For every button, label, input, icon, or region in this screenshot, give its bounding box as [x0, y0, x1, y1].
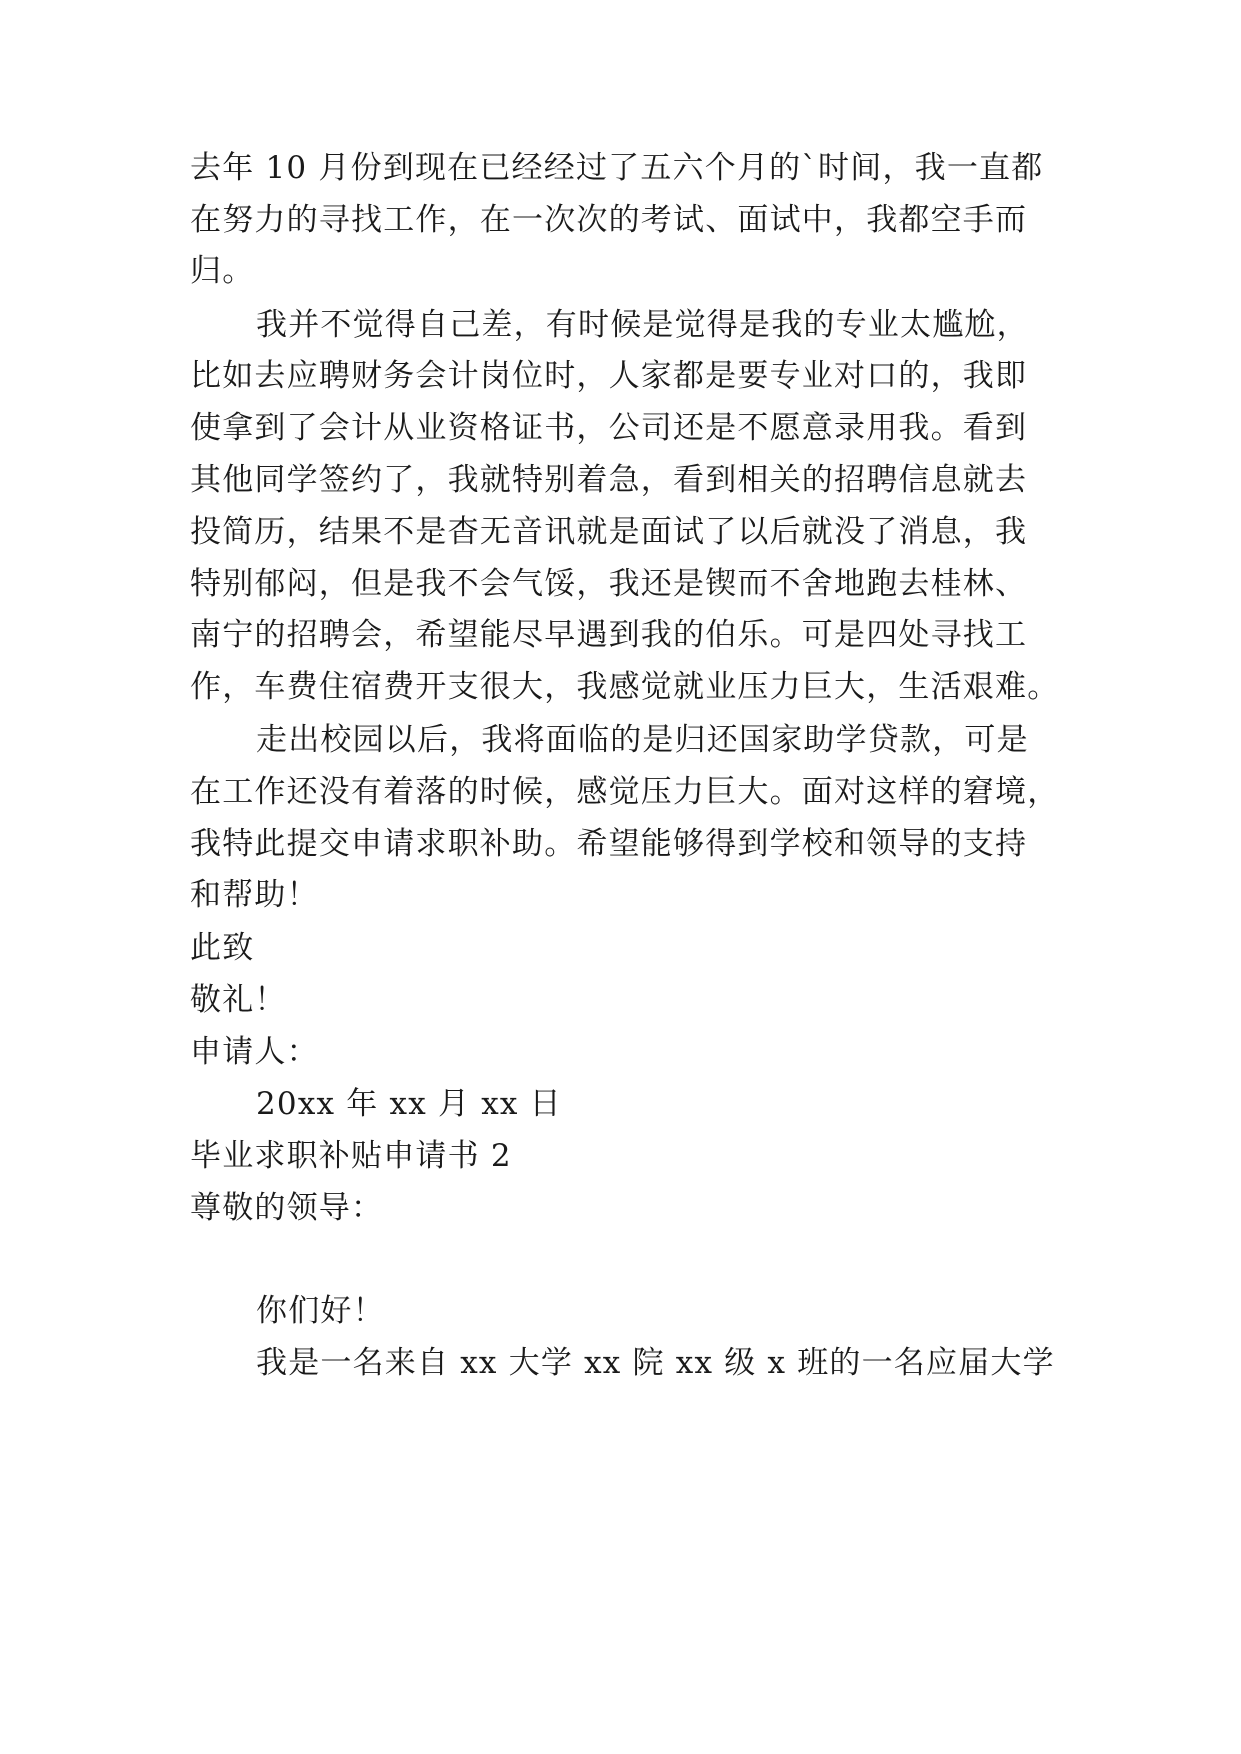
- greeting: 你们好！: [256, 1293, 385, 1329]
- paragraph-line: 其他同学签约了，我就特别着急，看到相关的招聘信息就去: [190, 462, 1028, 498]
- paragraph-line: 特别郁闷，但是我不会气馁，我还是锲而不舍地跑去桂林、: [190, 566, 1028, 602]
- document-title: 毕业求职补贴申请书 2: [190, 1138, 512, 1174]
- paragraph-line: 去年 10 月份到现在已经经过了五六个月的`时间，我一直都: [190, 150, 1044, 186]
- paragraph-line: 归。: [190, 253, 255, 289]
- paragraph-line: 作，车费住宿费开支很大，我感觉就业压力巨大，生活艰难。: [190, 669, 1060, 705]
- paragraph-line: 南宁的招聘会，希望能尽早遇到我的伯乐。可是四处寻找工: [190, 617, 1028, 653]
- paragraph-line: 投简历，结果不是杳无音讯就是面试了以后就没了消息，我: [190, 514, 1028, 550]
- paragraph-line: 我并不觉得自己差，有时候是觉得是我的专业太尴尬，: [256, 307, 1029, 343]
- paragraph-line: 走出校园以后，我将面临的是归还国家助学贷款，可是: [256, 722, 1029, 758]
- applicant-label: 申请人：: [190, 1034, 319, 1070]
- closing-line: 此致: [190, 930, 255, 966]
- closing-line: 敬礼！: [190, 982, 287, 1018]
- date-line: 20xx 年 xx 月 xx 日: [256, 1086, 562, 1122]
- paragraph-line: 和帮助！: [190, 877, 319, 913]
- paragraph-line: 使拿到了会计从业资格证书，公司还是不愿意录用我。看到: [190, 410, 1028, 446]
- salutation: 尊敬的领导：: [190, 1190, 384, 1226]
- intro-line: 我是一名来自 xx 大学 xx 院 xx 级 x 班的一名应届大学: [256, 1345, 1055, 1381]
- paragraph-line: 比如去应聘财务会计岗位时，人家都是要专业对口的，我即: [190, 358, 1028, 394]
- paragraph-line: 在努力的寻找工作，在一次次的考试、面试中，我都空手而: [190, 202, 1028, 238]
- paragraph-line: 在工作还没有着落的时候，感觉压力巨大。面对这样的窘境，: [190, 774, 1060, 810]
- paragraph-line: 我特此提交申请求职补助。希望能够得到学校和领导的支持: [190, 826, 1028, 862]
